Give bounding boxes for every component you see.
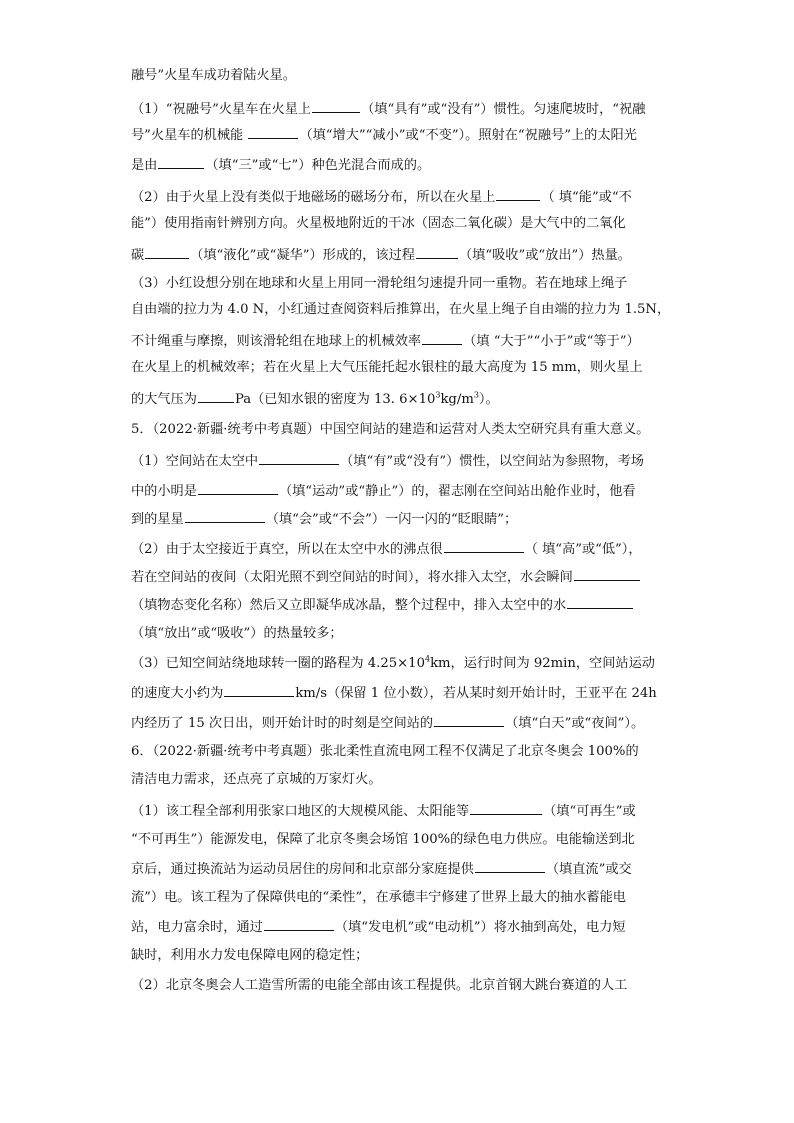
text-line (131, 124, 671, 146)
text-line (131, 916, 671, 938)
answer-blank[interactable] (567, 594, 633, 609)
answer-blank[interactable] (496, 186, 540, 201)
text-line (131, 330, 671, 352)
superscript: 3 (473, 390, 479, 400)
text-segment: 站，电力富余时，通过 (131, 920, 263, 935)
text-segment: （填“白天”或“夜间”）。 (505, 716, 645, 731)
text-segment: （填“运动”或“静止”）的，翟志刚在空间站出舱作业时，他看 (278, 484, 636, 499)
text-segment: Pa（已知水银的密度为 13. 6×10 (234, 392, 436, 407)
text-line (131, 186, 671, 208)
text-segment: （填“液化”或“凝华”）形成的，该过程 (190, 248, 415, 263)
text-line (131, 566, 671, 588)
superscript: 3 (435, 390, 441, 400)
answer-blank[interactable] (259, 450, 339, 465)
text-line (131, 154, 671, 176)
answer-blank[interactable] (422, 330, 462, 345)
text-segment: （2）北京冬奥会人工造雪所需的电能全部由该工程提供。北京首钢大跳台赛道的人工 (131, 978, 628, 993)
text-line (131, 800, 671, 822)
text-segment: （填“放出”或“吸收”）的热量较多； (131, 626, 343, 641)
text-segment: km/s（保留 1 位小数），若从某时刻开始计时，王亚平在 24h (295, 686, 657, 701)
text-segment: “不可再生”）能源发电，保障了北京冬奥会场馆 100%的绿色电力供应。电能输送到北 (131, 832, 635, 847)
text-segment: 的速度大小约为 (131, 686, 224, 701)
text-segment: 自由端的拉力为 4.0 N，小红通过查阅资料后推算出，在火星上绳子自由端的拉力为 1.5N， (131, 302, 671, 317)
answer-blank[interactable] (264, 916, 334, 931)
text-segment: （2）由于太空接近于真空，所以在太空中水的沸点很 (131, 542, 443, 557)
text-segment: ）。 (478, 392, 499, 407)
text-segment: 不计绳重与摩擦，则该滑轮组在地球上的机械效率 (131, 334, 422, 349)
text-line (131, 712, 671, 734)
text-line (131, 538, 671, 560)
text-line (131, 388, 671, 410)
text-segment: （填物态变化名称）然后又立即凝华成冰晶，整个过程中，排入太空中的水 (131, 598, 567, 613)
text-segment: 中的小明是 (131, 484, 197, 499)
text-segment: 缺时，利用水力发电保障电网的稳定性； (131, 948, 369, 963)
text-segment: （填“增大”“减小”或“不变”）。照射在“祝融号”上的太阳光 (299, 128, 637, 143)
text-segment: （3）小红设想分别在地球和火星上用同一滑轮组匀速提升同一重物。若在地球上绳子 (131, 276, 628, 291)
text-line (131, 300, 671, 320)
answer-blank[interactable] (470, 800, 542, 815)
answer-blank[interactable] (198, 480, 278, 495)
text-line (131, 66, 671, 86)
answer-blank[interactable] (198, 388, 234, 403)
text-segment: （填“三”或“七”）种色光混合而成的。 (205, 158, 431, 173)
text-segment: （填直流”或交 (545, 862, 632, 877)
answer-blank[interactable] (158, 154, 204, 169)
text-segment: 到的星星 (131, 512, 184, 527)
text-line (131, 244, 671, 266)
text-line (131, 682, 671, 704)
text-segment: （ 填“能”或“不 (541, 190, 632, 205)
text-segment: 流”）电。该工程为了保障供电的“柔性”，在承德丰宁修建了世界上最大的抽水蓄能电 (131, 890, 626, 905)
text-line (131, 888, 671, 908)
text-segment: （填“可再生”或 (543, 804, 636, 819)
text-line (131, 358, 671, 378)
text-segment: （填“有”或“没有”）惯性，以空间站为参照物，考场 (340, 454, 644, 469)
answer-blank[interactable] (185, 508, 265, 523)
text-segment: 6．（2022·新疆·统考中考真题）张北柔性直流电网工程不仅满足了北京冬奥会 100%的 (131, 744, 639, 759)
text-line (131, 830, 671, 850)
text-segment: （1）空间站在太空中 (131, 454, 259, 469)
text-segment: （填 “大于”“小于”或“等于”） (463, 334, 640, 349)
text-segment: 能”）使用指南针辨别方向。火星极地附近的干冰（固态二氧化碳）是大气中的二氧化 (131, 216, 626, 231)
text-line (131, 976, 671, 996)
text-segment: （1）该工程全部利用张家口地区的大规模风能、太阳能等 (131, 804, 470, 819)
answer-blank[interactable] (574, 566, 640, 581)
answer-blank[interactable] (145, 244, 189, 259)
text-segment: kg/m (440, 392, 474, 407)
answer-blank[interactable] (224, 682, 294, 697)
text-line (131, 420, 671, 440)
text-segment: （填“会”或“不会”）一闪一闪的“眨眼睛”； (265, 512, 518, 527)
answer-blank[interactable] (312, 98, 360, 113)
text-segment: 5．（2022·新疆·统考中考真题）中国空间站的建造和运营对人类太空研究具有重大意义。 (131, 422, 650, 437)
text-segment: （填“发电机”或“电动机”）将水抽到高处，电力短 (334, 920, 626, 935)
answer-blank[interactable] (416, 244, 458, 259)
text-segment: （填“具有”或“没有”）惯性。匀速爬坡时，“祝融 (361, 102, 646, 117)
text-line (131, 508, 671, 530)
text-segment: （3）已知空间站绕地球转一圈的路程为 4.25×10 (131, 656, 425, 671)
text-segment: （ 填“高”或“低”）， (524, 542, 642, 557)
superscript: 4 (424, 654, 431, 664)
text-line (131, 480, 671, 502)
text-segment: 京后，通过换流站为运动员居住的房间和北京部分家庭提供 (131, 862, 474, 877)
text-line (131, 274, 671, 294)
answer-blank[interactable] (248, 124, 298, 139)
text-line (131, 858, 671, 880)
text-segment: 清洁电力需求，还点亮了京城的万家灯火。 (131, 772, 382, 787)
text-segment: 碳 (131, 248, 145, 263)
text-line (131, 946, 671, 966)
text-segment: 若在空间站的夜间（太阳光照不到空间站的时间），将水排入太空，水会瞬间 (131, 570, 573, 585)
answer-blank[interactable] (475, 858, 545, 873)
text-line (131, 770, 671, 790)
answer-blank[interactable] (444, 538, 524, 553)
text-segment: （2）由于火星上没有类似于地磁场的磁场分布，所以在火星上 (131, 190, 496, 205)
text-line (131, 98, 671, 120)
text-segment: km，运行时间为 92min，空间站运动 (430, 656, 655, 671)
text-line (131, 624, 671, 644)
text-line (131, 594, 671, 616)
text-segment: 在火星上的机械效率；若在火星上大气压能托起水银柱的最大高度为 15 mm，则火星上 (131, 360, 643, 375)
text-line (131, 214, 671, 234)
text-line (131, 654, 671, 674)
text-segment: 号”火星车的机械能 (131, 128, 248, 143)
text-segment: 的大气压为 (131, 392, 197, 407)
text-segment: 内经历了 15 次日出，则开始计时的时刻是空间站的 (131, 716, 434, 731)
text-line (131, 742, 671, 762)
text-line (131, 450, 671, 472)
text-segment: 是由 (131, 158, 158, 173)
text-segment: 融号”火星车成功着陆火星。 (131, 68, 296, 83)
answer-blank[interactable] (434, 712, 504, 727)
text-segment: （填“吸收”或“放出”）热量。 (458, 248, 631, 263)
text-segment: （1）“祝融号”火星车在火星上 (131, 102, 312, 117)
